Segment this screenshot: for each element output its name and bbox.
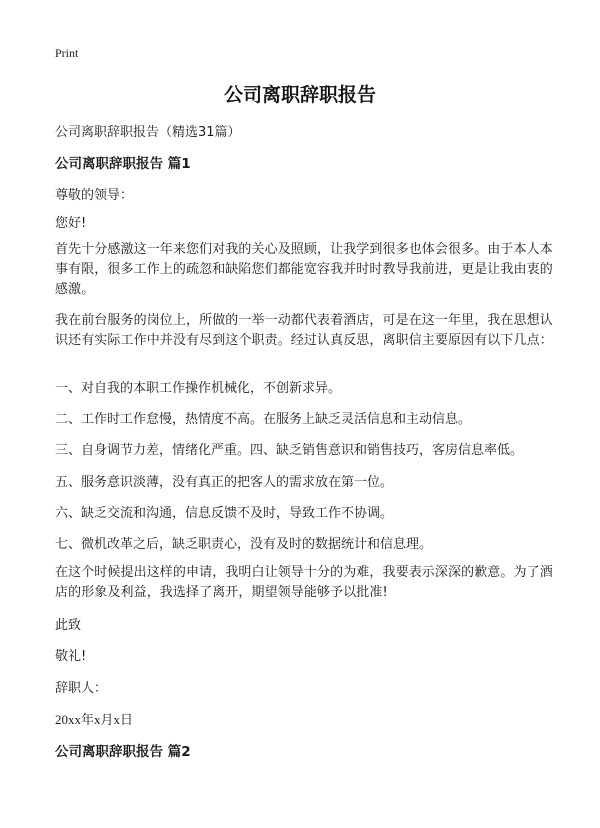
signature-date: 20xx年x月x日 (55, 712, 134, 727)
document-subtitle: 公司离职辞职报告（精选31篇） (55, 125, 241, 140)
paragraph: 我在前台服务的岗位上，所做的一举一动都代表着酒店，可是在这一年里，我在思想认识还有实际工作中并没有尽到这个职责。经过认真反思，离职信主要原因有以下几点： (55, 313, 553, 348)
paragraph: 首先十分感激这一年来您们对我的关心及照顾，让我学到很多也体会很多。由于本人本事有限，很多工作上的疏忽和缺陷您们都能宽容我并时时教导我前进，更是让我由衷的感激。 (55, 242, 553, 297)
reason-item: 三、自身调节力差，情绪化严重。四、缺乏销售意识和销售技巧，客房信息率低。 (55, 443, 524, 458)
reason-item: 二、工作时工作怠慢，热情度不高。在服务上缺乏灵活信息和主动信息。 (55, 412, 472, 427)
print-label[interactable]: Print (55, 46, 79, 60)
salutation: 尊敬的领导： (55, 188, 134, 203)
closing-line-2: 敬礼! (55, 649, 87, 664)
reason-item: 七、微机改革之后，缺乏职责心，没有及时的数据统计和信息理。 (55, 537, 433, 552)
reason-item: 五、服务意识淡薄，没有真正的把客人的需求放在第一位。 (55, 475, 394, 490)
section-heading-1: 公司离职辞职报告 篇1 (55, 156, 191, 172)
greeting: 您好! (55, 216, 87, 231)
section-heading-2: 公司离职辞职报告 篇2 (55, 744, 191, 760)
signature-label: 辞职人： (55, 681, 108, 696)
reason-item: 六、缺乏交流和沟通，信息反馈不及时，导致工作不协调。 (55, 506, 394, 521)
closing-line-1: 此致 (55, 618, 82, 633)
closing-paragraph: 在这个时候提出这样的申请，我明白让领导十分的为难，我要表示深深的歉意。为了酒店的形象及利益，我选择了离开，期望领导能够予以批准! (55, 565, 553, 600)
reason-item: 一、对自我的本职工作操作机械化，不创新求异。 (55, 381, 342, 396)
page-title: 公司离职辞职报告 (223, 84, 376, 106)
